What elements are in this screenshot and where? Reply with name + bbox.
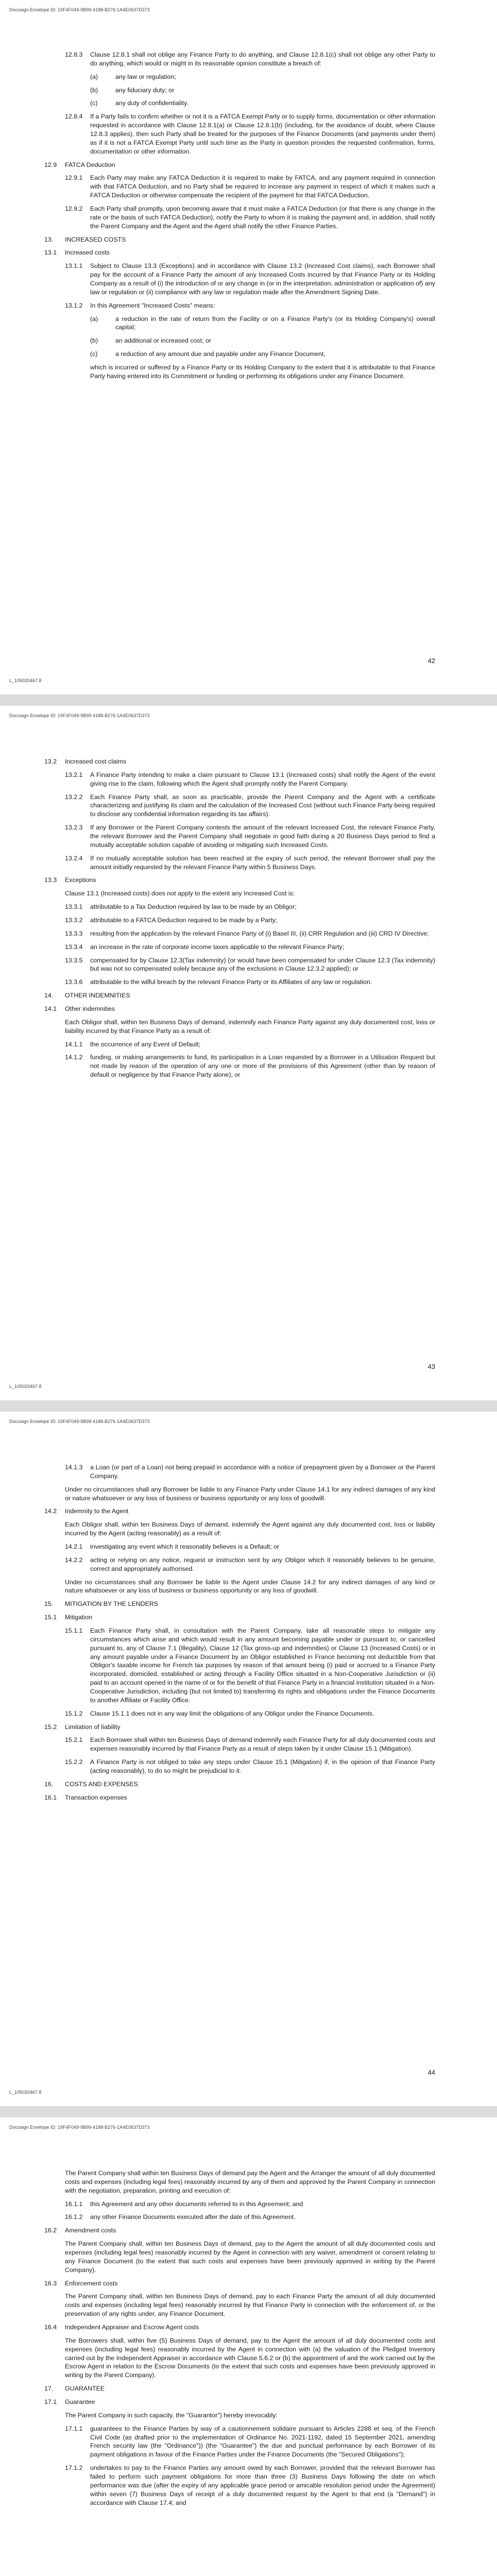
sub-clause-text: attributable to a Tax Deduction required by law to be made by an Obligor; (90, 903, 297, 911)
sub-clause-number: 13.3.6 (65, 978, 83, 986)
document-page (0, 0, 497, 694)
sub-clause-text: an increase in the rate of corporate income taxes applicable to the relevant Finance Party; (90, 943, 345, 951)
document-reference: L_105020467.8 (9, 1384, 42, 1389)
clause-heading (44, 1613, 435, 1622)
sub-clause-text: investigating any event which it reasonably believes is a Default; or (90, 1543, 280, 1551)
sub-clause (65, 943, 435, 952)
clause-paragraph: The Parent Company shall, within ten Business Days of demand, pay to each Finance Party the amount of all duly documented costs and expenses (including legal fees) reasonably incurred by that Finance Party in connection with the enforcement of, or the preservation of any rights under, any Finance Document. (65, 2293, 435, 2318)
clause-heading (44, 2279, 435, 2288)
sub-clause-text: Clause 12.8.1 shall not oblige any Finance Party to do anything, and Clause 12.8.1(c) shall not oblige any other Party to do anything, which would or might in its reasonable opinion constitute a breach of: (90, 51, 435, 67)
sub-clause-number: 14.1.2 (65, 1054, 83, 1061)
clause-heading (44, 757, 435, 766)
list-item (90, 315, 435, 332)
sub-clause-text: the occurrence of any Event of Default; (90, 1040, 201, 1048)
sub-clause-text: attributable to a FATCA Deduction required to be made by a Party; (90, 917, 278, 924)
envelope-id: Docusign Envelope ID: 19F4F049-9B99-4188-B276-1A4E0637D373 (9, 1419, 150, 1424)
list-item-text: any fiduciary duty; or (115, 86, 175, 94)
clause-heading (44, 1793, 435, 1802)
sub-clause-number: 13.1.2 (65, 301, 83, 309)
clause-paragraph: Under no circumstances shall any Borrower be liable to the Agent under Clause 14.2 for any indirect damages of any kind or nature whatsoever or any loss of business or business opportunity or any loss of goodwill. (65, 1578, 435, 1595)
sub-clause (65, 916, 435, 925)
sub-clause-number: 16.1.2 (65, 2213, 83, 2221)
list-item-marker: (a) (90, 315, 98, 323)
sub-clause (65, 854, 435, 872)
section-title: MITIGATION BY THE LENDERS (65, 1600, 159, 1608)
sub-clause-text: acting or relying on any notice, request or instruction sent by any Obligor which it reasonably believes to be genuine, correct and appropriately authorised. (90, 1556, 435, 1572)
list-item (90, 73, 435, 81)
sub-clause-text: compensated for by Clause 12.3(Tax indemnity) (or would have been compensated for under Clause 12.3 (Tax indemnity) but was not so compensated solely because any of the exclusions in Clause 12.3.2 applied); or (90, 956, 435, 973)
sub-clause (65, 1463, 435, 1481)
list-item-text: a reduction of any amount due and payable under any Finance Document, (115, 350, 325, 358)
sub-clause-number: 12.9.1 (65, 174, 83, 182)
list-item-marker: (c) (90, 99, 98, 107)
sub-clause (65, 1040, 435, 1049)
sub-clause-text: resulting from the application by the relevant Finance Party of (i) Basel III, (ii) CRR Regulation and (iii) CRD IV Directive; (90, 929, 429, 937)
sub-clause-text: undertakes to pay to the Finance Parties any amount owed by each Borrower, provided that the relevant Borrower has failed to perform such payment obligations for more than three (3) Business Days following the date on which performance was due (after the expiry of any applicable grace period or amicable resolution period under the Agreement) within seven (7) Business Days of receipt of a duly documented request by the Agent to that end (a "Demand") in accordance with Clause 17.4; and (90, 2464, 435, 2506)
sub-clause-text: funding, or making arrangements to fund, its participation in a Loan requested by a Borrower in a Utilisation Request but not made by reason of the operation of any one or more of the provisions of this Agreement (other than by reason of default or negligence by that Finance Party alone); or (90, 1054, 435, 1079)
page-content (44, 50, 435, 385)
sub-clause-text: Each Party may make any FATCA Deduction it is required to make by FATCA, and any payment required in connection with that FATCA Deduction, and no Party shall be required to increase any payment in respect of which it makes such a FATCA Deduction or otherwise compensate the recipient of the payment for that FATCA Deduction. (90, 174, 435, 199)
sub-clause-number: 13.3.4 (65, 943, 83, 951)
sub-clause-number: 15.1.1 (65, 1627, 83, 1635)
clause-number: 16.3 (44, 2279, 57, 2287)
document-reference: L_105020467.8 (9, 678, 42, 683)
page-number: 44 (427, 2069, 435, 2076)
sub-clause-number: 15.2.1 (65, 1736, 83, 1744)
sub-clause-number: 12.8.3 (65, 51, 83, 58)
clause-number: 15.1 (44, 1614, 57, 1621)
section-title: OTHER INDEMNITIES (65, 992, 130, 999)
list-item (90, 350, 435, 359)
clause-number: 13.1 (44, 249, 57, 257)
sub-clause (65, 1556, 435, 1573)
clause-number: 16.2 (44, 2227, 57, 2234)
sub-clause-text: In this Agreement "Increased Costs" means: (90, 301, 215, 309)
clause-paragraph: which is incurred or suffered by a Finance Party or its Holding Company to the extent that it is attributable to that Finance Party having entered into its Commitment or funding or performing its obligations under any Finance Document. (90, 364, 435, 380)
sub-clause (65, 50, 435, 68)
clause-heading (44, 161, 435, 170)
clause-paragraph: Clause 13.1 (Increased costs) does not apply to the extent any Increased Cost is: (65, 890, 295, 897)
clause-heading (44, 1723, 435, 1732)
sub-clause-number: 13.2.2 (65, 793, 83, 801)
sub-clause-number: 13.3.2 (65, 917, 83, 924)
sub-clause (65, 301, 435, 310)
sub-clause (65, 929, 435, 938)
sub-clause-text: any other Finance Documents executed after the date of this Agreement. (90, 2213, 296, 2221)
clause-title: FATCA Deduction (65, 161, 115, 168)
sub-clause (65, 1626, 435, 1705)
sub-clause (65, 2464, 435, 2507)
sub-clause (65, 2213, 435, 2222)
list-item-marker: (b) (90, 86, 98, 94)
sub-clause (65, 1758, 435, 1775)
sub-clause (65, 1543, 435, 1551)
section-number: 16. (44, 1780, 54, 1788)
sub-clause-number: 12.8.4 (65, 113, 83, 121)
sub-clause-text: A Finance Party is not obliged to take any steps under Clause 15.1 (Mitigation) if, in the opinion of that Finance Party (acting reasonably), to do so might be prejudicial to it. (90, 1758, 435, 1775)
section-title: COSTS AND EXPENSES (65, 1780, 138, 1788)
envelope-id: Docusign Envelope ID: 19F4F049-9B99-4188-B276-1A4E0637D373 (9, 2125, 150, 2130)
clause-heading (44, 2398, 435, 2406)
clause-number: 16.4 (44, 2324, 57, 2331)
clause-title: Limitation of liability (65, 1723, 121, 1731)
sub-clause (65, 2200, 435, 2209)
document-page (0, 2117, 497, 2576)
clause-number: 12.9 (44, 161, 57, 168)
document-reference: L_105020467.8 (9, 2090, 42, 2095)
sub-clause-text: If no mutually acceptable solution has been reached at the expiry of such period, the relevant Borrower shall pay the amount initially requested by the relevant Finance Party within 5 Business Days. (90, 854, 435, 871)
list-item (90, 336, 435, 345)
sub-clause (65, 1053, 435, 1079)
sub-clause (65, 771, 435, 788)
sub-clause-number: 13.1.1 (65, 262, 83, 270)
page-content (44, 757, 435, 1084)
clause-number: 13.2 (44, 758, 57, 765)
clause-number: 13.3 (44, 876, 57, 884)
section-number: 15. (44, 1600, 54, 1608)
clause-number: 14.1 (44, 1005, 57, 1013)
page-number: 43 (427, 1363, 435, 1370)
list-item-text: a reduction in the rate of return from the Facility or on a Finance Party's (or its Holding Company's) overall capital; (115, 315, 435, 331)
clause-number: 17.1 (44, 2398, 57, 2406)
clause-heading (44, 2226, 435, 2235)
section-heading (44, 1780, 435, 1789)
sub-clause-text: attributable to the wilful breach by the relevant Finance Party or its Affiliates of any law or regulation. (90, 978, 372, 986)
sub-clause-text: guarantees to the Finance Parties by way of a cautionnement solidaire pursuant to Articles 2288 et seq. of the French Civil Code (as drafted prior to the implementation of Ordinance No. 2021-1192, dated 15 September 2021, amending French security law (the "Ordinance")) (the "Guarantee") the due and punctual performance by each Borrower of its payment obligations in favour of the Finance Parties under the Finance Documents (the "Secured Obligations"); (90, 2425, 435, 2459)
section-title: INCREASED COSTS (65, 235, 126, 243)
clause-title: Increased costs (65, 249, 110, 257)
clause-title: Guarantee (65, 2398, 95, 2406)
sub-clause-number: 14.1.1 (65, 1040, 83, 1048)
sub-clause-number: 15.1.2 (65, 1709, 83, 1717)
section-heading (44, 235, 435, 244)
clause-title: Amendment costs (65, 2227, 116, 2234)
sub-clause (65, 823, 435, 850)
sub-clause-number: 16.1.1 (65, 2200, 83, 2208)
sub-clause-text: A Finance Party intending to make a claim pursuant to Clause 13.1 (Increased costs) shall notify the Agent of the event giving rise to the claim, following which the Agent shall promptly notify the Parent Company. (90, 771, 435, 787)
sub-clause-text: Clause 15.1.1 does not in any way limit the obligations of any Obligor under the Finance Documents. (90, 1709, 374, 1717)
list-item-marker: (c) (90, 350, 98, 358)
clause-paragraph: The Parent Company shall within ten Business Days of demand pay the Agent and the Arranger the amount of all duly documented costs and expenses (including legal fees) reasonably incurred by any of them and approved by the Parent Company in connection with the negotiation, preparation, printing and execution of: (65, 2170, 435, 2194)
clause-title: Independent Appraiser and Escrow Agent costs (65, 2324, 199, 2331)
sub-clause-text: If a Party fails to confirm whether or not it is a FATCA Exempt Party or to supply forms, documentation or other information requested in accordance with Clause 12.8.1(a) or Clause 12.8.1(b) (including, for the avoidance of doubt, where Clause 12.8.3 applies), then such Party shall be treated for the purposes of the Finance Documents (and payments under them) as if it is not a FATCA Exempt Party until such time as the Party in question provides the requested confirmation, forms, documentation or other information. (90, 113, 435, 155)
clause-heading (44, 1005, 435, 1013)
sub-clause-text: this Agreement and any other documents referred to in this Agreement; and (90, 2200, 303, 2208)
clause-title: Increased cost claims (65, 758, 127, 765)
section-number: 13. (44, 235, 54, 243)
page-content (44, 2169, 435, 2512)
clause-paragraph: The Parent Company in such capacity, the "Guarantor") hereby irrevocably: (65, 2411, 278, 2419)
sub-clause-number: 17.1.1 (65, 2425, 83, 2432)
section-number: 14. (44, 992, 54, 999)
clause-title: Indemnity to the Agent (65, 1507, 129, 1515)
list-item-marker: (b) (90, 337, 98, 345)
section-heading (44, 2384, 435, 2393)
envelope-id: Docusign Envelope ID: 19F4F049-9B99-4188-B276-1A4E0637D373 (9, 713, 150, 718)
sub-clause-number: 14.2.2 (65, 1556, 83, 1564)
clause-heading (44, 2323, 435, 2332)
list-item (90, 86, 435, 95)
sub-clause (65, 1736, 435, 1753)
sub-clause (65, 956, 435, 974)
sub-clause (65, 205, 435, 231)
page-content (44, 1463, 435, 1807)
sub-clause (65, 978, 435, 987)
sub-clause-text: Each Finance Party shall, in consultation with the Parent Company, take all reasonable steps to mitigate any circumstances which arise and which would result in any amount becoming payable under or pursuant to, or cancelled pursuant to, any of Clause 7.1 (Illegality), Clause 12 (Tax gross-up and indemnities) or Clause 13 (Increased Costs) or in any amount payable under a Finance Document by an Obligor established in France becoming not deductible from that Obligor's taxable income for French tax purposes by reason of that amount being (i) paid or accrued to a Finance Party incorporated, domiciled, established or acting through a Facility Office situated in a Non-Cooperative Jurisdiction or (ii) paid to an account opened in the name of or for the benefit of that Finance Party in a financial institution situated in a Non-Cooperative Jurisdiction, including (but not limited to) transferring its rights and obligations under the Finance Documents to another Affiliate or Facility Office. (90, 1627, 435, 1704)
clause-number: 14.2 (44, 1507, 57, 1515)
clause-number: 15.2 (44, 1723, 57, 1731)
envelope-id: Docusign Envelope ID: 19F4F049-9B99-4188-B276-1A4E0637D373 (9, 7, 150, 12)
clause-paragraph: Under no circumstances shall any Borrower be liable to any Finance Party under Clause 14.1 for any indirect damages of any kind or nature whatsoever or any loss of business or business opportunity or any loss of goodwill. (65, 1485, 435, 1502)
list-item (90, 99, 435, 108)
sub-clause-text: a Loan (or part of a Loan) not being prepaid in accordance with a notice of prepayment given by a Borrower or the Parent Company. (90, 1464, 435, 1480)
document-page (0, 1412, 497, 2106)
clause-heading (44, 876, 435, 885)
clause-title: Exceptions (65, 876, 96, 884)
sub-clause-number: 13.2.1 (65, 771, 83, 778)
section-heading (44, 1600, 435, 1608)
document-page (0, 706, 497, 1400)
sub-clause (65, 112, 435, 156)
clause-title: Other indemnities (65, 1005, 115, 1013)
sub-clause (65, 2425, 435, 2459)
sub-clause-number: 17.1.2 (65, 2464, 83, 2472)
list-item-text: an additional or increased cost; or (115, 337, 211, 345)
sub-clause (65, 1709, 435, 1718)
sub-clause (65, 793, 435, 819)
page-number: 42 (427, 657, 435, 665)
sub-clause-number: 13.3.1 (65, 903, 83, 911)
list-item-text: any duty of confidentiality. (115, 99, 188, 107)
sub-clause (65, 174, 435, 200)
clause-heading (44, 1507, 435, 1516)
sub-clause-number: 13.3.5 (65, 956, 83, 964)
sub-clause-number: 14.1.3 (65, 1464, 83, 1471)
sub-clause-number: 13.2.4 (65, 854, 83, 862)
clause-paragraph: The Borrowers shall, within five (5) Business Days of demand, pay to the Agent the amount of all duly documented costs and expenses (including legal fees) reasonably incurred by the Agent in connection with (a) the valuation of the Pledged Inventory carried out by the Independent Appraiser in accordance with Clause 5.6.2 or (b) the appointment of and the work carried out by the Escrow Agent in relation to the Escrow Documents (to the extent that such costs and expenses have been previously approved in writing by the Parent Company). (65, 2336, 435, 2379)
list-item-marker: (a) (90, 73, 98, 80)
list-item-text: any law or regulation; (115, 73, 176, 80)
sub-clause-number: 15.2.2 (65, 1758, 83, 1766)
clause-heading (44, 248, 435, 257)
sub-clause-text: Each Borrower shall within ten Business Days of demand indemnify each Finance Party for all duly documented costs and expenses reasonably incurred by that Finance Party as a result of steps taken by it under Clause 15.1 (Mitigation). (90, 1736, 435, 1753)
clause-title: Mitigation (65, 1614, 93, 1621)
sub-clause (65, 262, 435, 296)
sub-clause-text: If any Borrower or the Parent Company contests the amount of the relevant Increased Cost, the relevant Finance Party, the relevant Borrower and the Parent Company shall negotiate in good faith during a 20 Business Days period to find a mutually acceptable solution capable of avoiding or mitigating such Increased Costs. (90, 824, 435, 849)
section-title: GUARANTEE (65, 2385, 105, 2393)
sub-clause-text: Each Finance Party shall, as soon as practicable, provide the Parent Company and the Agent with a certificate characterizing and justifying its claim and the calculation of the Increased Cost (without such Finance Party being required to disclose any confidential information regarding its tax affairs). (90, 793, 435, 818)
clause-paragraph: Each Obligor shall, within ten Business Days of demand, indemnify each Finance Party against any duly documented cost, loss or liability incurred by that Finance Party as a result of: (65, 1018, 435, 1035)
sub-clause-text: Subject to Clause 13.3 (Exceptions) and in accordance with Clause 13.2 (Increased Cost claims), each Borrower shall pay for the account of a Finance Party the amount of any Increased Costs incurred by that Finance Party or its Holding Company as a result of (i) the introduction of or any change in (or in the interpretation, administration or application of) any law or regulation or (ii) compliance with any law or regulation made after the Amendment Signing Date. (90, 262, 435, 296)
sub-clause-number: 14.2.1 (65, 1543, 83, 1551)
section-number: 17. (44, 2385, 54, 2393)
sub-clause-number: 12.9.2 (65, 205, 83, 213)
clause-paragraph: The Parent Company shall, within ten Business Days of demand, pay to the Agent the amount of all duly documented costs and expenses (including legal fees) reasonably incurred by the Agent in connection with any waiver, amendment or consent relating to any Finance Document (to the extent that such costs and expenses have been previously approved in writing by the Parent Company). (65, 2240, 435, 2274)
section-heading (44, 991, 435, 1000)
clause-number: 16.1 (44, 1793, 57, 1801)
clause-title: Enforcement costs (65, 2279, 118, 2287)
clause-title: Transaction expenses (65, 1793, 127, 1801)
sub-clause-number: 13.2.3 (65, 824, 83, 832)
sub-clause-number: 13.3.3 (65, 929, 83, 937)
sub-clause-text: Each Party shall promptly, upon becoming aware that it must make a FATCA Deduction (or that there is any change in the rate or the basis of such FATCA Deduction), notify the Party to whom it is making the payment and, in addition, shall notify the Parent Company and the Agent and the Agent shall notify the other Finance Parties. (90, 205, 435, 230)
clause-paragraph: Each Obligor shall, within ten Business Days of demand, indemnify the Agent against any duly documented cost, loss or liability incurred by the Agent (acting reasonably) as a result of: (65, 1521, 435, 1537)
sub-clause (65, 903, 435, 911)
